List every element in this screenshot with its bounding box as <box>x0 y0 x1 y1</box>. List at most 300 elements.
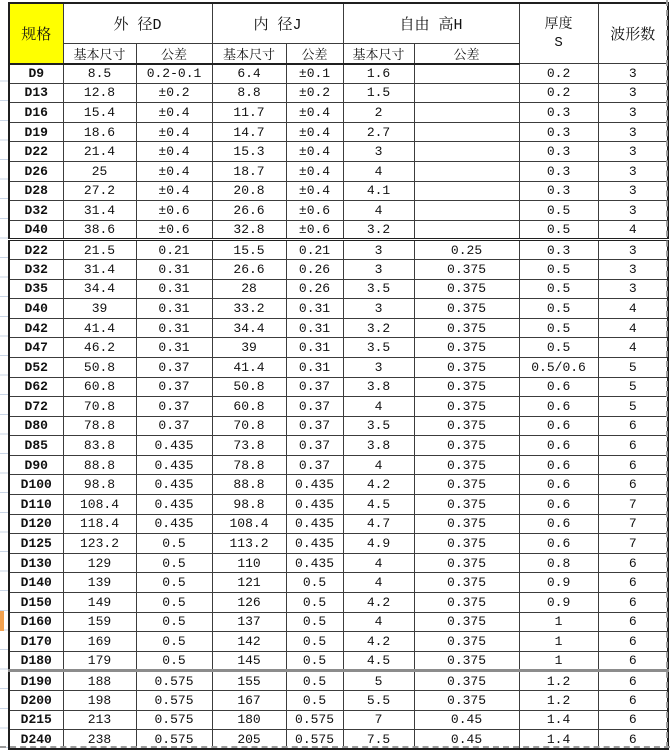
od-basic-cell[interactable]: 41.4 <box>63 318 136 338</box>
height-basic-cell[interactable]: 3.2 <box>343 220 414 240</box>
thickness-cell[interactable]: 0.3 <box>519 161 598 181</box>
od-tolerance-cell[interactable]: 0.31 <box>136 338 212 358</box>
height-basic-cell[interactable]: 7 <box>343 710 414 730</box>
id-tolerance-cell[interactable]: ±0.4 <box>286 161 343 181</box>
thickness-header-cell[interactable] <box>519 3 598 64</box>
od-basic-cell[interactable]: 21.4 <box>63 142 136 162</box>
wave-count-cell[interactable]: 5 <box>598 377 668 397</box>
spec-cell[interactable]: D180 <box>9 651 63 671</box>
id-tolerance-cell[interactable]: 0.435 <box>286 534 343 554</box>
height-basic-cell[interactable]: 3 <box>343 142 414 162</box>
od-basic-cell[interactable]: 149 <box>63 593 136 613</box>
thickness-cell[interactable]: 0.3 <box>519 122 598 142</box>
id-basic-cell[interactable]: 180 <box>212 710 286 730</box>
height-basic-cell[interactable]: 3.8 <box>343 436 414 456</box>
spec-cell[interactable]: D32 <box>9 259 63 279</box>
od-basic-cell[interactable]: 31.4 <box>63 259 136 279</box>
wave-count-cell[interactable]: 4 <box>598 299 668 319</box>
height-tolerance-cell[interactable] <box>414 122 519 142</box>
id-basic-cell[interactable]: 110 <box>212 553 286 573</box>
od-basic-cell[interactable]: 31.4 <box>63 201 136 221</box>
spec-cell[interactable]: D52 <box>9 357 63 377</box>
outer-diameter-group-header[interactable]: 外 径D <box>63 3 212 43</box>
wave-count-cell[interactable]: 6 <box>598 573 668 593</box>
od-basic-cell[interactable]: 83.8 <box>63 436 136 456</box>
thickness-cell[interactable]: 0.5 <box>519 220 598 240</box>
id-basic-cell[interactable]: 11.7 <box>212 103 286 123</box>
od-tolerance-cell[interactable]: ±0.4 <box>136 181 212 201</box>
thickness-cell[interactable]: 1.4 <box>519 730 598 750</box>
height-tolerance-cell[interactable]: 0.375 <box>414 436 519 456</box>
od-basic-cell[interactable]: 88.8 <box>63 455 136 475</box>
id-basic-cell[interactable]: 32.8 <box>212 220 286 240</box>
id-tolerance-cell[interactable]: 0.435 <box>286 514 343 534</box>
height-tolerance-cell[interactable] <box>414 220 519 240</box>
height-basic-cell[interactable]: 4.7 <box>343 514 414 534</box>
id-basic-cell[interactable]: 14.7 <box>212 122 286 142</box>
od-tolerance-cell[interactable]: 0.435 <box>136 436 212 456</box>
id-tolerance-cell[interactable]: 0.5 <box>286 593 343 613</box>
id-basic-cell[interactable]: 6.4 <box>212 64 286 84</box>
thickness-cell[interactable]: 0.8 <box>519 553 598 573</box>
id-tolerance-cell[interactable]: 0.37 <box>286 455 343 475</box>
height-basic-cell[interactable]: 4.2 <box>343 475 414 495</box>
wave-count-cell[interactable]: 7 <box>598 495 668 515</box>
id-tolerance-cell[interactable]: 0.31 <box>286 357 343 377</box>
height-basic-cell[interactable]: 4.9 <box>343 534 414 554</box>
od-basic-cell[interactable]: 108.4 <box>63 495 136 515</box>
wave-count-cell[interactable]: 3 <box>598 83 668 103</box>
id-basic-cell[interactable]: 20.8 <box>212 181 286 201</box>
od-tolerance-cell[interactable]: 0.575 <box>136 730 212 750</box>
id-tolerance-cell[interactable]: 0.5 <box>286 632 343 652</box>
inner-diameter-group-header[interactable]: 内 径J <box>212 3 343 43</box>
od-tolerance-cell[interactable]: 0.21 <box>136 240 212 260</box>
wave-count-cell[interactable]: 3 <box>598 103 668 123</box>
spec-cell[interactable]: D130 <box>9 553 63 573</box>
height-basic-cell[interactable]: 3 <box>343 259 414 279</box>
od-tolerance-cell[interactable]: 0.5 <box>136 573 212 593</box>
id-tolerance-cell[interactable]: 0.575 <box>286 730 343 750</box>
spec-cell[interactable]: D35 <box>9 279 63 299</box>
od-tolerance-cell[interactable]: 0.31 <box>136 299 212 319</box>
thickness-cell[interactable]: 0.6 <box>519 514 598 534</box>
wave-count-cell[interactable]: 4 <box>598 318 668 338</box>
height-basic-cell[interactable]: 4.5 <box>343 495 414 515</box>
od-tolerance-cell[interactable]: 0.435 <box>136 455 212 475</box>
id-tolerance-cell[interactable]: 0.435 <box>286 553 343 573</box>
id-basic-cell[interactable]: 78.8 <box>212 455 286 475</box>
od-basic-cell[interactable]: 118.4 <box>63 514 136 534</box>
wave-count-cell[interactable]: 5 <box>598 357 668 377</box>
thickness-cell[interactable]: 0.5 <box>519 279 598 299</box>
wave-count-header-cell[interactable]: 波形数 <box>598 3 668 64</box>
wave-count-cell[interactable]: 3 <box>598 142 668 162</box>
od-basic-cell[interactable]: 198 <box>63 691 136 711</box>
spec-cell[interactable]: D110 <box>9 495 63 515</box>
id-tolerance-cell[interactable]: 0.37 <box>286 397 343 417</box>
height-tolerance-cell[interactable] <box>414 142 519 162</box>
id-tolerance-cell[interactable]: ±0.4 <box>286 103 343 123</box>
thickness-cell[interactable]: 0.2 <box>519 83 598 103</box>
id-tolerance-cell[interactable]: 0.5 <box>286 612 343 632</box>
od-basic-cell[interactable]: 46.2 <box>63 338 136 358</box>
height-tolerance-cell[interactable]: 0.375 <box>414 534 519 554</box>
id-tolerance-cell[interactable]: 0.31 <box>286 338 343 358</box>
od-tolerance-cell[interactable]: ±0.4 <box>136 161 212 181</box>
od-tolerance-cell[interactable]: 0.2-0.1 <box>136 64 212 84</box>
id-tolerance-cell[interactable]: 0.37 <box>286 377 343 397</box>
height-tolerance-cell[interactable]: 0.375 <box>414 397 519 417</box>
height-basic-cell[interactable]: 4 <box>343 161 414 181</box>
thickness-cell[interactable]: 0.6 <box>519 495 598 515</box>
spec-cell[interactable]: D16 <box>9 103 63 123</box>
id-tolerance-cell[interactable]: ±0.1 <box>286 64 343 84</box>
id-basic-cell[interactable]: 108.4 <box>212 514 286 534</box>
thickness-cell[interactable]: 0.5/0.6 <box>519 357 598 377</box>
id-basic-cell[interactable]: 70.8 <box>212 416 286 436</box>
od-basic-cell[interactable]: 8.5 <box>63 64 136 84</box>
height-tolerance-cell[interactable]: 0.375 <box>414 475 519 495</box>
id-basic-cell[interactable]: 88.8 <box>212 475 286 495</box>
wave-count-cell[interactable]: 6 <box>598 436 668 456</box>
height-tolerance-cell[interactable]: 0.375 <box>414 651 519 671</box>
height-basic-cell[interactable]: 5 <box>343 671 414 691</box>
height-tolerance-cell[interactable]: 0.375 <box>414 553 519 573</box>
height-tolerance-cell[interactable]: 0.375 <box>414 632 519 652</box>
thickness-cell[interactable]: 0.5 <box>519 299 598 319</box>
id-basic-cell[interactable]: 18.7 <box>212 161 286 181</box>
height-tolerance-header[interactable]: 公差 <box>414 43 519 64</box>
height-tolerance-cell[interactable]: 0.375 <box>414 671 519 691</box>
height-tolerance-cell[interactable]: 0.375 <box>414 377 519 397</box>
spec-cell[interactable]: D120 <box>9 514 63 534</box>
height-basic-cell[interactable]: 2.7 <box>343 122 414 142</box>
height-basic-cell[interactable]: 3 <box>343 240 414 260</box>
height-basic-cell[interactable]: 4.2 <box>343 593 414 613</box>
height-basic-cell[interactable]: 3 <box>343 357 414 377</box>
height-basic-cell[interactable]: 1.6 <box>343 64 414 84</box>
id-tolerance-cell[interactable]: ±0.4 <box>286 181 343 201</box>
id-tolerance-cell[interactable]: 0.26 <box>286 259 343 279</box>
id-tolerance-cell[interactable]: 0.31 <box>286 299 343 319</box>
id-tolerance-cell[interactable]: 0.5 <box>286 573 343 593</box>
id-tolerance-cell[interactable]: 0.575 <box>286 710 343 730</box>
id-basic-cell[interactable]: 126 <box>212 593 286 613</box>
od-tolerance-cell[interactable]: 0.31 <box>136 259 212 279</box>
od-tolerance-cell[interactable]: ±0.6 <box>136 201 212 221</box>
wave-count-cell[interactable]: 5 <box>598 397 668 417</box>
spec-cell[interactable]: D160 <box>9 612 63 632</box>
id-basic-cell[interactable]: 15.5 <box>212 240 286 260</box>
id-basic-cell[interactable]: 145 <box>212 651 286 671</box>
od-tolerance-cell[interactable]: 0.435 <box>136 495 212 515</box>
id-basic-cell[interactable]: 142 <box>212 632 286 652</box>
od-basic-cell[interactable]: 169 <box>63 632 136 652</box>
id-tolerance-cell[interactable]: 0.5 <box>286 691 343 711</box>
height-tolerance-cell[interactable]: 0.45 <box>414 730 519 750</box>
thickness-cell[interactable]: 1 <box>519 632 598 652</box>
height-basic-cell[interactable]: 1.5 <box>343 83 414 103</box>
thickness-cell[interactable]: 1.4 <box>519 710 598 730</box>
spec-cell[interactable]: D90 <box>9 455 63 475</box>
spec-cell[interactable]: D200 <box>9 691 63 711</box>
height-tolerance-cell[interactable]: 0.45 <box>414 710 519 730</box>
height-tolerance-cell[interactable]: 0.25 <box>414 240 519 260</box>
od-basic-cell[interactable]: 213 <box>63 710 136 730</box>
spec-header-cell[interactable]: 规格 <box>9 3 63 64</box>
od-basic-cell[interactable]: 123.2 <box>63 534 136 554</box>
thickness-cell[interactable]: 0.6 <box>519 397 598 417</box>
od-basic-cell[interactable]: 39 <box>63 299 136 319</box>
id-tolerance-cell[interactable]: ±0.4 <box>286 122 343 142</box>
wave-count-cell[interactable]: 6 <box>598 730 668 750</box>
height-basic-cell[interactable]: 4.2 <box>343 632 414 652</box>
id-basic-cell[interactable]: 121 <box>212 573 286 593</box>
wave-count-cell[interactable]: 3 <box>598 161 668 181</box>
id-basic-cell[interactable]: 50.8 <box>212 377 286 397</box>
od-basic-cell[interactable]: 139 <box>63 573 136 593</box>
wave-count-cell[interactable]: 6 <box>598 651 668 671</box>
od-basic-cell[interactable]: 38.6 <box>63 220 136 240</box>
od-basic-cell[interactable]: 18.6 <box>63 122 136 142</box>
wave-count-cell[interactable]: 3 <box>598 240 668 260</box>
height-tolerance-cell[interactable]: 0.375 <box>414 514 519 534</box>
od-basic-cell[interactable]: 27.2 <box>63 181 136 201</box>
id-tolerance-cell[interactable]: 0.5 <box>286 651 343 671</box>
od-tolerance-cell[interactable]: 0.37 <box>136 357 212 377</box>
thickness-cell[interactable]: 0.6 <box>519 416 598 436</box>
height-basic-cell[interactable]: 7.5 <box>343 730 414 750</box>
height-basic-cell[interactable]: 3.8 <box>343 377 414 397</box>
wave-count-cell[interactable]: 6 <box>598 416 668 436</box>
height-basic-cell[interactable]: 3 <box>343 299 414 319</box>
height-basic-cell[interactable]: 4 <box>343 397 414 417</box>
wave-count-cell[interactable]: 6 <box>598 475 668 495</box>
id-basic-cell[interactable]: 137 <box>212 612 286 632</box>
wave-count-cell[interactable]: 6 <box>598 632 668 652</box>
id-basic-cell[interactable]: 205 <box>212 730 286 750</box>
height-basic-cell[interactable]: 2 <box>343 103 414 123</box>
thickness-cell[interactable]: 0.5 <box>519 318 598 338</box>
id-basic-cell[interactable]: 167 <box>212 691 286 711</box>
id-basic-cell[interactable]: 26.6 <box>212 259 286 279</box>
height-basic-cell[interactable]: 3.5 <box>343 416 414 436</box>
thickness-cell[interactable]: 0.3 <box>519 181 598 201</box>
id-tolerance-cell[interactable]: 0.435 <box>286 495 343 515</box>
height-tolerance-cell[interactable]: 0.375 <box>414 573 519 593</box>
spec-cell[interactable]: D40 <box>9 299 63 319</box>
spec-cell[interactable]: D80 <box>9 416 63 436</box>
id-basic-cell[interactable]: 15.3 <box>212 142 286 162</box>
wave-count-cell[interactable]: 6 <box>598 691 668 711</box>
thickness-cell[interactable]: 0.9 <box>519 593 598 613</box>
od-tolerance-cell[interactable]: 0.5 <box>136 553 212 573</box>
od-basic-cell[interactable]: 129 <box>63 553 136 573</box>
spec-cell[interactable]: D22 <box>9 142 63 162</box>
height-tolerance-cell[interactable]: 0.375 <box>414 299 519 319</box>
id-tolerance-cell[interactable]: 0.31 <box>286 318 343 338</box>
height-tolerance-cell[interactable]: 0.375 <box>414 612 519 632</box>
height-tolerance-cell[interactable]: 0.375 <box>414 495 519 515</box>
height-tolerance-cell[interactable]: 0.375 <box>414 259 519 279</box>
id-tolerance-cell[interactable]: 0.5 <box>286 671 343 691</box>
wave-count-cell[interactable]: 6 <box>598 455 668 475</box>
thickness-cell[interactable]: 0.3 <box>519 142 598 162</box>
od-basic-size-header[interactable]: 基本尺寸 <box>63 43 136 64</box>
id-tolerance-cell[interactable]: 0.21 <box>286 240 343 260</box>
thickness-cell[interactable]: 0.5 <box>519 338 598 358</box>
spec-cell[interactable]: D40 <box>9 220 63 240</box>
spec-cell[interactable]: D47 <box>9 338 63 358</box>
id-tolerance-cell[interactable]: ±0.6 <box>286 201 343 221</box>
id-basic-cell[interactable]: 33.2 <box>212 299 286 319</box>
height-basic-cell[interactable]: 4 <box>343 573 414 593</box>
wave-count-cell[interactable]: 3 <box>598 64 668 84</box>
od-tolerance-cell[interactable]: 0.435 <box>136 514 212 534</box>
id-tolerance-cell[interactable]: ±0.6 <box>286 220 343 240</box>
id-basic-cell[interactable]: 8.8 <box>212 83 286 103</box>
height-basic-cell[interactable]: 4.5 <box>343 651 414 671</box>
od-tolerance-cell[interactable]: 0.31 <box>136 318 212 338</box>
od-tolerance-cell[interactable]: ±0.4 <box>136 122 212 142</box>
od-tolerance-cell[interactable]: 0.5 <box>136 632 212 652</box>
od-tolerance-cell[interactable]: 0.575 <box>136 671 212 691</box>
height-basic-cell[interactable]: 5.5 <box>343 691 414 711</box>
od-basic-cell[interactable]: 159 <box>63 612 136 632</box>
spec-cell[interactable]: D240 <box>9 730 63 750</box>
spec-cell[interactable]: D170 <box>9 632 63 652</box>
height-basic-cell[interactable]: 4.1 <box>343 181 414 201</box>
id-basic-cell[interactable]: 34.4 <box>212 318 286 338</box>
od-basic-cell[interactable]: 70.8 <box>63 397 136 417</box>
wave-count-cell[interactable]: 3 <box>598 201 668 221</box>
spec-cell[interactable]: D100 <box>9 475 63 495</box>
thickness-cell[interactable]: 0.5 <box>519 201 598 221</box>
id-basic-size-header[interactable]: 基本尺寸 <box>212 43 286 64</box>
height-tolerance-cell[interactable] <box>414 103 519 123</box>
od-tolerance-cell[interactable]: ±0.2 <box>136 83 212 103</box>
id-basic-cell[interactable]: 155 <box>212 671 286 691</box>
height-tolerance-cell[interactable] <box>414 201 519 221</box>
od-tolerance-cell[interactable]: ±0.6 <box>136 220 212 240</box>
thickness-cell[interactable]: 1 <box>519 651 598 671</box>
height-tolerance-cell[interactable]: 0.375 <box>414 691 519 711</box>
spec-cell[interactable]: D215 <box>9 710 63 730</box>
thickness-cell[interactable]: 0.6 <box>519 455 598 475</box>
spec-cell[interactable]: D72 <box>9 397 63 417</box>
od-tolerance-cell[interactable]: 0.575 <box>136 710 212 730</box>
id-basic-cell[interactable]: 60.8 <box>212 397 286 417</box>
thickness-cell[interactable]: 1.2 <box>519 691 598 711</box>
spec-cell[interactable]: D22 <box>9 240 63 260</box>
id-tolerance-cell[interactable]: ±0.4 <box>286 142 343 162</box>
id-tolerance-cell[interactable]: ±0.2 <box>286 83 343 103</box>
height-basic-cell[interactable]: 3.5 <box>343 338 414 358</box>
height-basic-cell[interactable]: 4 <box>343 553 414 573</box>
id-tolerance-cell[interactable]: 0.37 <box>286 436 343 456</box>
spec-cell[interactable]: D190 <box>9 671 63 691</box>
wave-count-cell[interactable]: 6 <box>598 553 668 573</box>
id-basic-cell[interactable]: 41.4 <box>212 357 286 377</box>
thickness-cell[interactable]: 1 <box>519 612 598 632</box>
wave-count-cell[interactable]: 4 <box>598 220 668 240</box>
spec-cell[interactable]: D19 <box>9 122 63 142</box>
wave-count-cell[interactable]: 7 <box>598 534 668 554</box>
spec-cell[interactable]: D13 <box>9 83 63 103</box>
od-tolerance-cell[interactable]: 0.575 <box>136 691 212 711</box>
id-basic-cell[interactable]: 39 <box>212 338 286 358</box>
spec-cell[interactable]: D32 <box>9 201 63 221</box>
height-tolerance-cell[interactable]: 0.375 <box>414 279 519 299</box>
od-basic-cell[interactable]: 25 <box>63 161 136 181</box>
id-tolerance-cell[interactable]: 0.37 <box>286 416 343 436</box>
wave-count-cell[interactable]: 6 <box>598 593 668 613</box>
id-basic-cell[interactable]: 26.6 <box>212 201 286 221</box>
height-basic-cell[interactable]: 3.5 <box>343 279 414 299</box>
od-tolerance-cell[interactable]: 0.37 <box>136 397 212 417</box>
wave-count-cell[interactable]: 3 <box>598 181 668 201</box>
od-basic-cell[interactable]: 60.8 <box>63 377 136 397</box>
spec-cell[interactable]: D150 <box>9 593 63 613</box>
od-tolerance-cell[interactable]: 0.5 <box>136 593 212 613</box>
od-basic-cell[interactable]: 98.8 <box>63 475 136 495</box>
spec-cell[interactable]: D125 <box>9 534 63 554</box>
spec-cell[interactable]: D42 <box>9 318 63 338</box>
od-basic-cell[interactable]: 50.8 <box>63 357 136 377</box>
id-basic-cell[interactable]: 113.2 <box>212 534 286 554</box>
od-tolerance-cell[interactable]: 0.37 <box>136 377 212 397</box>
height-tolerance-cell[interactable] <box>414 181 519 201</box>
od-basic-cell[interactable]: 12.8 <box>63 83 136 103</box>
spec-cell[interactable]: D85 <box>9 436 63 456</box>
id-tolerance-cell[interactable]: 0.26 <box>286 279 343 299</box>
od-tolerance-cell[interactable]: 0.5 <box>136 612 212 632</box>
wave-count-cell[interactable]: 7 <box>598 514 668 534</box>
thickness-cell[interactable]: 0.6 <box>519 475 598 495</box>
od-tolerance-cell[interactable]: 0.435 <box>136 475 212 495</box>
wave-count-cell[interactable]: 3 <box>598 279 668 299</box>
od-basic-cell[interactable]: 78.8 <box>63 416 136 436</box>
spec-cell[interactable]: D62 <box>9 377 63 397</box>
od-tolerance-cell[interactable]: 0.37 <box>136 416 212 436</box>
thickness-cell[interactable]: 0.2 <box>519 64 598 84</box>
spec-cell[interactable]: D26 <box>9 161 63 181</box>
od-basic-cell[interactable]: 179 <box>63 651 136 671</box>
od-tolerance-cell[interactable]: 0.5 <box>136 651 212 671</box>
height-tolerance-cell[interactable] <box>414 64 519 84</box>
od-basic-cell[interactable]: 238 <box>63 730 136 750</box>
thickness-cell[interactable]: 0.6 <box>519 534 598 554</box>
id-basic-cell[interactable]: 73.8 <box>212 436 286 456</box>
spec-cell[interactable]: D28 <box>9 181 63 201</box>
od-tolerance-header[interactable]: 公差 <box>136 43 212 64</box>
wave-count-cell[interactable]: 3 <box>598 122 668 142</box>
height-basic-cell[interactable]: 3.2 <box>343 318 414 338</box>
height-tolerance-cell[interactable]: 0.375 <box>414 593 519 613</box>
height-basic-cell[interactable]: 4 <box>343 612 414 632</box>
thickness-cell[interactable]: 0.6 <box>519 377 598 397</box>
thickness-cell[interactable]: 1.2 <box>519 671 598 691</box>
height-tolerance-cell[interactable]: 0.375 <box>414 416 519 436</box>
height-basic-size-header[interactable]: 基本尺寸 <box>343 43 414 64</box>
height-tolerance-cell[interactable] <box>414 83 519 103</box>
od-tolerance-cell[interactable]: 0.31 <box>136 279 212 299</box>
id-tolerance-cell[interactable]: 0.435 <box>286 475 343 495</box>
od-basic-cell[interactable]: 21.5 <box>63 240 136 260</box>
id-basic-cell[interactable]: 98.8 <box>212 495 286 515</box>
thickness-cell[interactable]: 0.6 <box>519 436 598 456</box>
